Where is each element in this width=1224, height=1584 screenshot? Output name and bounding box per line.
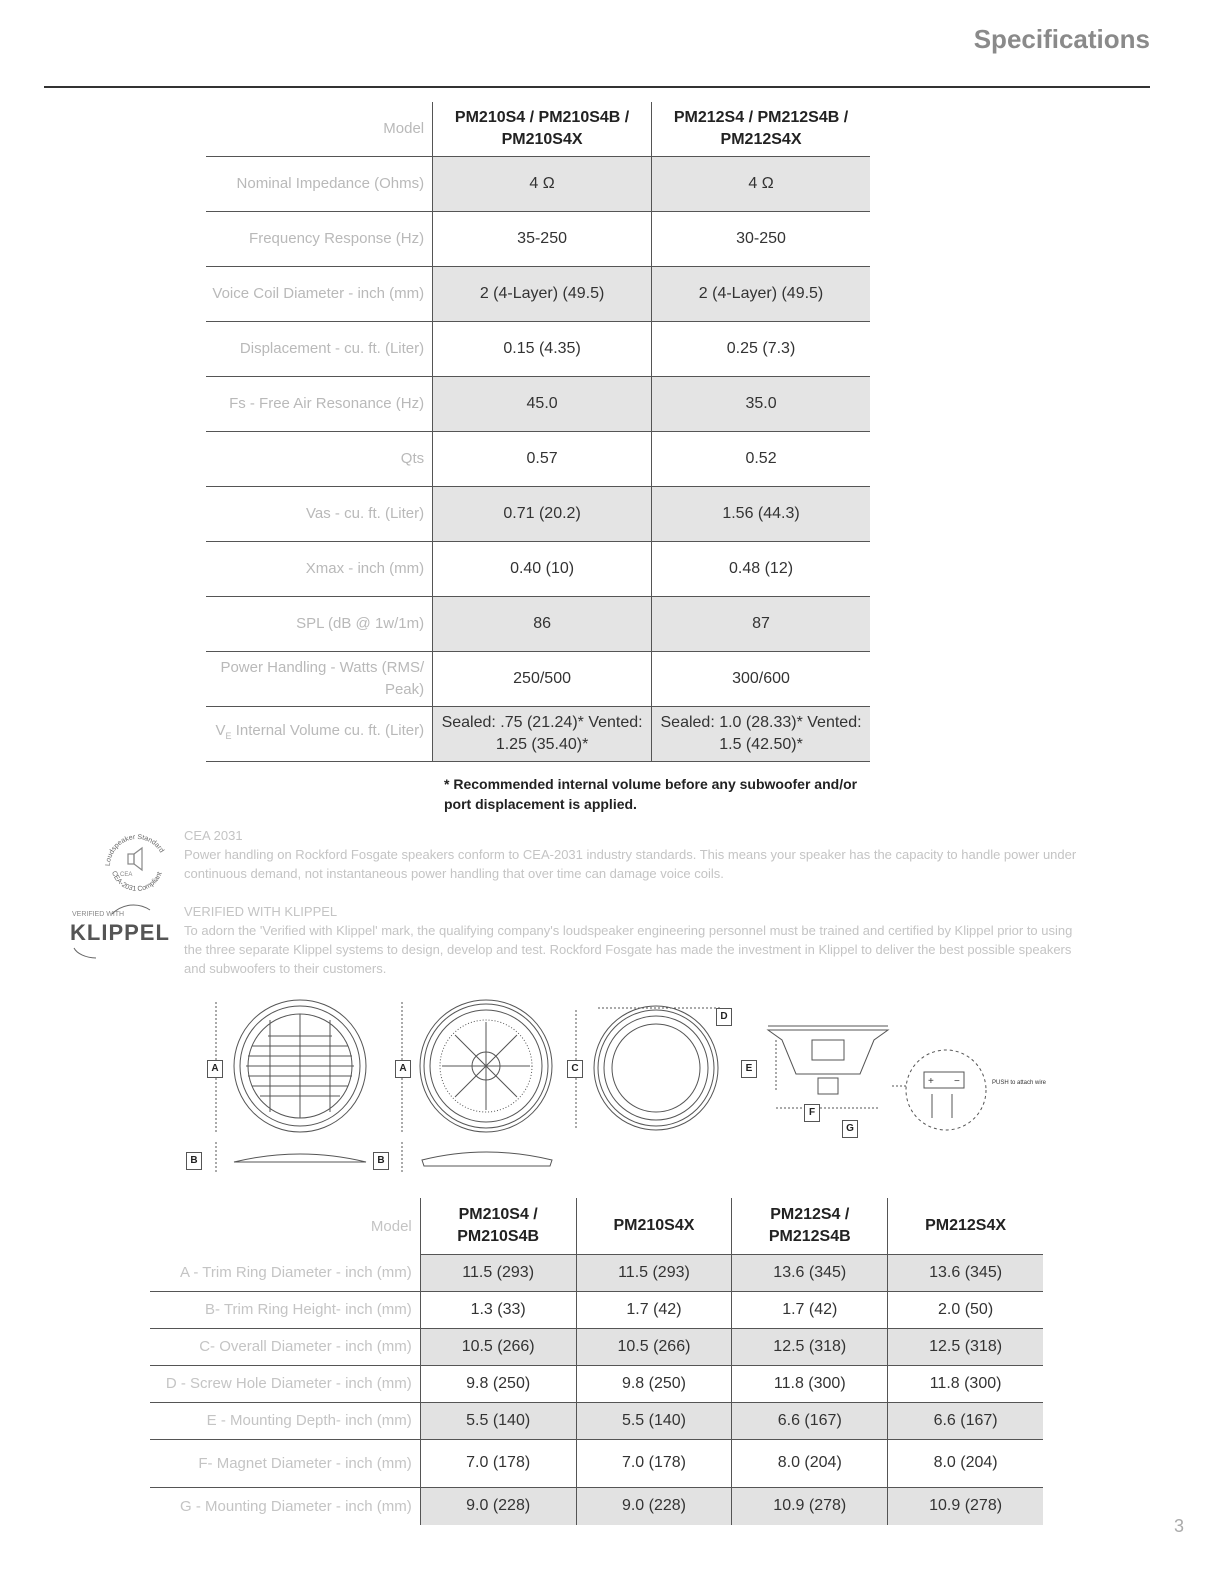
dim-value: 5.5 (140) <box>576 1402 732 1439</box>
page-title: Specifications <box>973 24 1150 54</box>
dim-label-a-alt: A <box>395 1060 411 1078</box>
dim-row <box>150 1402 1043 1439</box>
spec-value: 87 <box>652 596 870 651</box>
dim-value: 9.8 (250) <box>576 1365 732 1402</box>
spec-value: 35.0 <box>652 376 870 431</box>
spec-value: 4 Ω <box>433 156 652 211</box>
spec-value: 0.48 (12) <box>652 541 870 596</box>
spec-row <box>206 706 870 761</box>
ve-symbol: V <box>215 722 226 739</box>
grille-alt-side-view <box>402 1142 552 1174</box>
klippel-logo <box>66 904 178 964</box>
grille-side-view <box>216 1142 366 1174</box>
spec-row <box>206 211 870 266</box>
dim-row <box>150 1439 1043 1487</box>
spec-header-row <box>206 102 870 156</box>
dim-value: 10.9 (278) <box>888 1487 1043 1525</box>
spec-row-label <box>206 706 433 761</box>
dim-value: 5.5 (140) <box>420 1402 576 1439</box>
spec-row <box>206 266 870 321</box>
spec-value: 0.57 <box>433 431 652 486</box>
dim-row <box>150 1254 1043 1291</box>
spec-value: 2 (4-Layer) (49.5) <box>433 266 652 321</box>
spec-table <box>206 102 870 762</box>
woofer-front-view <box>576 1006 720 1130</box>
spec-row <box>206 431 870 486</box>
dim-row-label: A - Trim Ring Diameter - inch (mm) <box>150 1254 420 1291</box>
dim-value: 7.0 (178) <box>576 1439 732 1487</box>
ve-label-text: Internal Volume cu. ft. (Liter) <box>235 722 425 739</box>
dim-label-e: E <box>741 1060 757 1078</box>
cea-note <box>184 826 1094 883</box>
cea-badge-top-text: Loudspeaker Standard <box>104 833 165 867</box>
dim-row <box>150 1291 1043 1328</box>
spec-row-label: Nominal Impedance (Ohms) <box>206 156 433 211</box>
spec-value: 250/500 <box>433 651 652 706</box>
dim-value: 9.0 (228) <box>420 1487 576 1525</box>
dim-row <box>150 1365 1043 1402</box>
dim-value: 1.3 (33) <box>420 1291 576 1328</box>
spec-value: 0.15 (4.35) <box>433 321 652 376</box>
dim-row-label: G - Mounting Diameter - inch (mm) <box>180 1497 412 1515</box>
dim-value: 11.8 (300) <box>732 1365 888 1402</box>
spec-row <box>206 541 870 596</box>
spec-row-label: Frequency Response (Hz) <box>206 211 433 266</box>
dim-value: 11.5 (293) <box>420 1254 576 1291</box>
svg-text:Loudspeaker Standard <box>105 834 165 866</box>
spec-row-label: Vas - cu. ft. (Liter) <box>206 486 433 541</box>
spec-value: 300/600 <box>652 651 870 706</box>
spec-row <box>206 376 870 431</box>
grille-alt-front-view <box>402 1000 552 1132</box>
terminal-detail <box>892 1050 986 1130</box>
spec-value: Sealed: .75 (21.24)* Vented: 1.25 (35.40)* <box>433 706 652 761</box>
dim-model-3: PM212S4 / PM212S4B <box>732 1198 888 1254</box>
spec-row <box>206 651 870 706</box>
push-label: PUSH to attach wire <box>992 1080 1047 1086</box>
spec-value: Sealed: 1.0 (28.33)* Vented: 1.5 (42.50)* <box>652 706 870 761</box>
klippel-logo-main-text: KLIPPEL <box>70 920 170 945</box>
spec-value: 86 <box>433 596 652 651</box>
ve-subscript: E <box>225 731 232 741</box>
spec-row-label: SPL (dB @ 1w/1m) <box>206 596 433 651</box>
dim-value: 13.6 (345) <box>732 1254 888 1291</box>
dim-value: 10.5 (266) <box>420 1328 576 1365</box>
spec-row <box>206 486 870 541</box>
dim-value: 10.5 (266) <box>576 1328 732 1365</box>
spec-value: 0.52 <box>652 431 870 486</box>
dim-value: 6.6 (167) <box>732 1402 888 1439</box>
speaker-icon <box>128 848 142 870</box>
spec-value: 0.40 (10) <box>433 541 652 596</box>
woofer-side-view <box>768 1026 888 1108</box>
spec-footnote: * Recommended internal volume before any subwoofer and/or port displacement is applied. <box>444 776 858 812</box>
klippel-note <box>184 902 1094 978</box>
terminal-minus-icon: − <box>954 1076 960 1087</box>
spec-row <box>206 321 870 376</box>
terminal-plus-icon: + <box>928 1076 934 1087</box>
spec-row-label: Xmax - inch (mm) <box>206 541 433 596</box>
dim-row-label: B- Trim Ring Height- inch (mm) <box>150 1291 420 1328</box>
dim-value: 8.0 (204) <box>732 1439 888 1487</box>
dim-value: 1.7 (42) <box>732 1291 888 1328</box>
cea-badge-bottom-text: CEA-2031 Compliant <box>110 870 164 893</box>
spec-value: 1.56 (44.3) <box>652 486 870 541</box>
spec-row-label: Fs - Free Air Resonance (Hz) <box>206 376 433 431</box>
dim-model-label: Model <box>370 1217 412 1235</box>
dim-value: 1.7 (42) <box>576 1291 732 1328</box>
klippel-note-text: To adorn the 'Verified with Klippel' mark, the qualifying company's loudspeaker engineering personnel must be trained and certified by Klippel prior to using the three separate Klippel systems to design, develop and test. Rockford Fosgate has made the investment in Klippel to deliver the best possible speakers and subwoofers to their customers. <box>184 923 1073 976</box>
klippel-note-title: VERIFIED WITH KLIPPEL <box>184 904 338 919</box>
dim-label-c: C <box>567 1060 583 1078</box>
dim-value: 13.6 (345) <box>888 1254 1043 1291</box>
dim-value: 12.5 (318) <box>888 1328 1043 1365</box>
cea-note-text: Power handling on Rockford Fosgate speakers conform to CEA-2031 industry standards. This means your speaker has the capacity to handle power under continuous demand, not instantaneous power handling that over time can damage voice coils. <box>184 847 1077 881</box>
dim-header-row <box>150 1198 1043 1254</box>
dim-label-g: G <box>842 1120 858 1138</box>
dim-value: 8.0 (204) <box>888 1439 1043 1487</box>
dim-model-4: PM212S4X <box>888 1198 1043 1254</box>
dim-row <box>150 1328 1043 1365</box>
spec-model-label: Model <box>206 102 433 156</box>
dim-row <box>150 1487 1043 1525</box>
dimensions-table <box>150 1198 1043 1525</box>
spec-row-label: Power Handling - Watts (RMS/ Peak) <box>206 651 433 706</box>
spec-model-1: PM210S4 / PM210S4B / PM210S4X <box>433 102 652 156</box>
dim-value: 9.8 (250) <box>420 1365 576 1402</box>
dim-value: 11.8 (300) <box>888 1365 1043 1402</box>
dim-row-label: E - Mounting Depth- inch (mm) <box>150 1402 420 1439</box>
svg-text:CEA-2031 Compliant <box>110 870 164 893</box>
dim-label-a: A <box>207 1060 223 1078</box>
dim-label-f: F <box>804 1104 820 1122</box>
dim-row-label: C- Overall Diameter - inch (mm) <box>150 1328 420 1365</box>
cea-badge-center-text: CEA <box>120 872 133 878</box>
spec-value: 2 (4-Layer) (49.5) <box>652 266 870 321</box>
dim-value: 10.9 (278) <box>732 1487 888 1525</box>
spec-model-2: PM212S4 / PM212S4B / PM212S4X <box>652 102 870 156</box>
dim-row-label: D - Screw Hole Diameter - inch (mm) <box>150 1365 420 1402</box>
spec-row <box>206 156 870 211</box>
spec-value: 45.0 <box>433 376 652 431</box>
spec-value: 0.71 (20.2) <box>433 486 652 541</box>
grille-front-view <box>216 1000 366 1132</box>
page-number: 3 <box>1173 1516 1184 1536</box>
cea-2031-badge <box>100 826 174 900</box>
dim-label-b: B <box>186 1152 202 1170</box>
spec-value: 0.25 (7.3) <box>652 321 870 376</box>
spec-value: 30-250 <box>652 211 870 266</box>
spec-value: 35-250 <box>433 211 652 266</box>
dim-value: 11.5 (293) <box>576 1254 732 1291</box>
header-rule <box>44 86 1150 88</box>
dim-model-2: PM210S4X <box>576 1198 732 1254</box>
dimension-diagram <box>180 998 1047 1182</box>
dim-row-label: F- Magnet Diameter - inch (mm) <box>150 1439 420 1487</box>
dim-model-1: PM210S4 / PM210S4B <box>420 1198 576 1254</box>
klippel-logo-small-text: VERIFIED WITH <box>72 911 125 918</box>
cea-note-title: CEA 2031 <box>184 828 243 843</box>
dim-value: 2.0 (50) <box>888 1291 1043 1328</box>
spec-row-label: Voice Coil Diameter - inch (mm) <box>206 266 433 321</box>
spec-row-label: Displacement - cu. ft. (Liter) <box>206 321 433 376</box>
dim-value: 9.0 (228) <box>576 1487 732 1525</box>
dim-value: 6.6 (167) <box>888 1402 1043 1439</box>
spec-value: 4 Ω <box>652 156 870 211</box>
dim-value: 7.0 (178) <box>420 1439 576 1487</box>
dim-value: 12.5 (318) <box>732 1328 888 1365</box>
dim-label-d: D <box>716 1008 732 1026</box>
dim-label-b-alt: B <box>373 1152 389 1170</box>
spec-row <box>206 596 870 651</box>
spec-row-label: Qts <box>206 431 433 486</box>
